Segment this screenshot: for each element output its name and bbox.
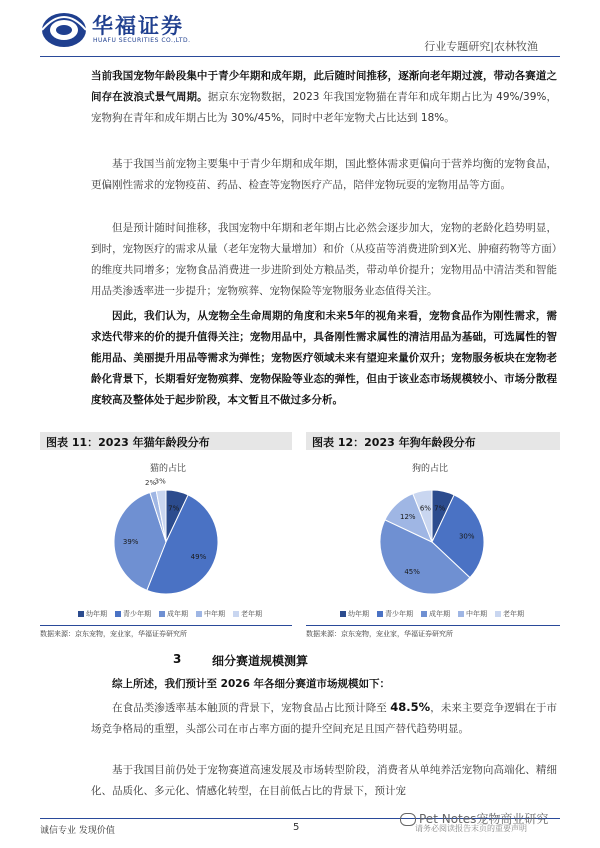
page-number: 5 [293,822,300,833]
legend-label: 成年期 [167,610,188,618]
legend-item-老年期 [233,610,262,618]
legend-item-成年期 [421,610,450,618]
paragraph-6-text-a: 在食品类渗透率基本触顶的背景下，宠物食品占比预计降至 [112,702,391,714]
legend-swatch [340,611,346,617]
legend-label: 老年期 [241,610,262,618]
header-divider [40,56,560,57]
pie-label-成年期: 45% [404,568,420,577]
pie-label-幼年期: 7% [434,504,446,513]
pie-label-老年期: 3% [154,477,166,486]
legend-item-幼年期 [340,610,369,618]
paragraph-7: 基于我国目前仍处于宠物赛道高速发展及市场转型阶段，消费者从单纯养活宠物向高端化、精细化、品质化、多元化、情感化转型，在目前低占比的背景下，预计宠 [91,764,557,797]
figure-11-legend [78,601,278,620]
legend-label: 青少年期 [385,610,413,618]
logo-english-name: HUAFU SECURITIES CO.,LTD. [93,37,191,44]
legend-swatch [159,611,165,617]
watermark [400,810,548,827]
legend-item-青少年期 [115,610,151,618]
figure-11-bottom-rule [40,625,292,626]
pie-label-青少年期: 49% [190,553,207,562]
watermark-text: Pet Notes宠物商业研究 [419,812,549,826]
figure-11-source: 数据来源：京东宠物，宠业家，华福证券研究所 [40,630,187,638]
food-share-value: 48.5% [390,700,431,714]
wechat-icon [400,813,416,826]
paragraph-3: 但是预计随时间推移，我国宠物中年期和老年期占比必然会逐步加大，宠物的老龄化趋势明显，到时，宠物医疗的需求从量（老年宠物大量增加）和价（从疫苗等消费进阶到X光、肿瘤药物等方面）的维度共同增多；宠物食品消费进一步进阶到处方粮品类，带动单价提升；宠物用品中清洁类和智能用品类渗透率进一步提升；宠物殡葬、宠物保险等宠物服务业态值得关注。 [91,222,557,297]
legend-swatch [458,611,464,617]
figure-12-source: 数据来源：京东宠物，宠业家，华福证券研究所 [306,630,453,638]
pie-label-成年期: 39% [122,537,139,546]
legend-label: 幼年期 [86,610,107,618]
logo-mark-icon [40,10,88,50]
paragraph-6-text-b: ，未来主要竞争逻辑在于市场竞争格局的重塑，头部公司在市占率方面的提升空间充足且国产替代趋势明显。 [91,702,558,735]
paragraph-5: 综上所述，我们预计至 2026 年各细分赛道市场规模如下： [112,678,391,690]
figure-12-title-bar [306,432,560,450]
figure-11-title: 图表 11：2023 年猫年龄段分布 [46,436,210,449]
pie-label-中年期: 12% [400,513,416,522]
paragraph-4: 因此，我们认为，从宠物全生命周期的角度和未来5年的视角来看，宠物食品作为刚性需求，需求迭代带来的价的提升值得关注；宠物用品中，具备刚性需求属性的清洁用品为基础，可选属性的智能用品、美丽提升用品等需求为弹性；宠物医疗领域未来有望迎来量价双升；宠物服务板块在宠物老龄化背景下，长期看好宠物殡葬、宠物保险等业态的弹性，但由于该业态市场规模较小、市场分散程度较高及整体处于起步阶段，本文暂且不做过多分析。 [91,310,557,406]
section-title: 细分赛道规模测算 [212,654,309,668]
pie-label-中年期: 2% [145,478,157,487]
legend-item-青少年期 [377,610,413,618]
legend-swatch [377,611,383,617]
section-number: 3 [173,652,182,666]
legend-swatch [495,611,501,617]
legend-swatch [421,611,427,617]
company-logo [40,8,230,52]
legend-label: 青少年期 [123,610,151,618]
legend-item-中年期 [458,610,487,618]
legend-label: 老年期 [503,610,524,618]
pie-label-幼年期: 7% [168,504,180,513]
legend-item-中年期 [196,610,225,618]
legend-swatch [115,611,121,617]
footer-slogan: 诚信专业 发现价值 [40,826,115,836]
report-category: 行业专题研究|农林牧渔 [424,40,538,53]
paragraph-1-bold: 当前我国宠物年龄段集中于青少年期和成年期，此后随时间推移，逐渐向老年期过渡，带动各赛道之间存在波浪式景气周期。 [91,70,557,103]
legend-label: 中年期 [466,610,487,618]
legend-label: 中年期 [204,610,225,618]
figure-11-title-bar [40,432,292,450]
legend-swatch [233,611,239,617]
pie-label-老年期: 6% [419,504,431,513]
legend-label: 成年期 [429,610,450,618]
logo-chinese-name: 华福证券 [92,14,184,38]
figure-12-title: 图表 12：2023 年狗年龄段分布 [312,436,476,449]
dog-age-pie-chart [306,472,560,622]
figure-11-subtitle: 猫的占比 [150,464,187,474]
legend-label: 幼年期 [348,610,369,618]
legend-swatch [196,611,202,617]
footer-disclaimer: 请务必阅读报告末页的重要声明 [415,824,527,833]
pie-label-青少年期: 30% [458,532,475,541]
legend-item-成年期 [159,610,188,618]
figure-12-subtitle: 狗的占比 [412,464,449,474]
paragraph-1 [91,66,557,129]
legend-swatch [78,611,84,617]
legend-item-老年期 [495,610,524,618]
figure-12-bottom-rule [306,625,560,626]
paragraph-2: 基于我国当前宠物主要集中于青少年期和成年期，国此整体需求更偏向于营养均衡的宠物食品，更偏刚性需求的宠物疫苗、药品、检查等宠物医疗产品，陪伴宠物玩耍的宠物用品等方面。 [91,158,557,191]
figure-12-legend [340,601,550,620]
paragraph-6 [91,697,557,740]
cat-age-pie-chart [40,472,292,622]
paragraph-1-text: 据京东宠物数据，2023 年我国宠物猫在青年和成年期占比为 49%/39%，宠物狗在青年和成年期占比为 30%/45%，同时中老年宠物犬占比达到 18%。 [91,91,558,124]
legend-item-幼年期 [78,610,107,618]
